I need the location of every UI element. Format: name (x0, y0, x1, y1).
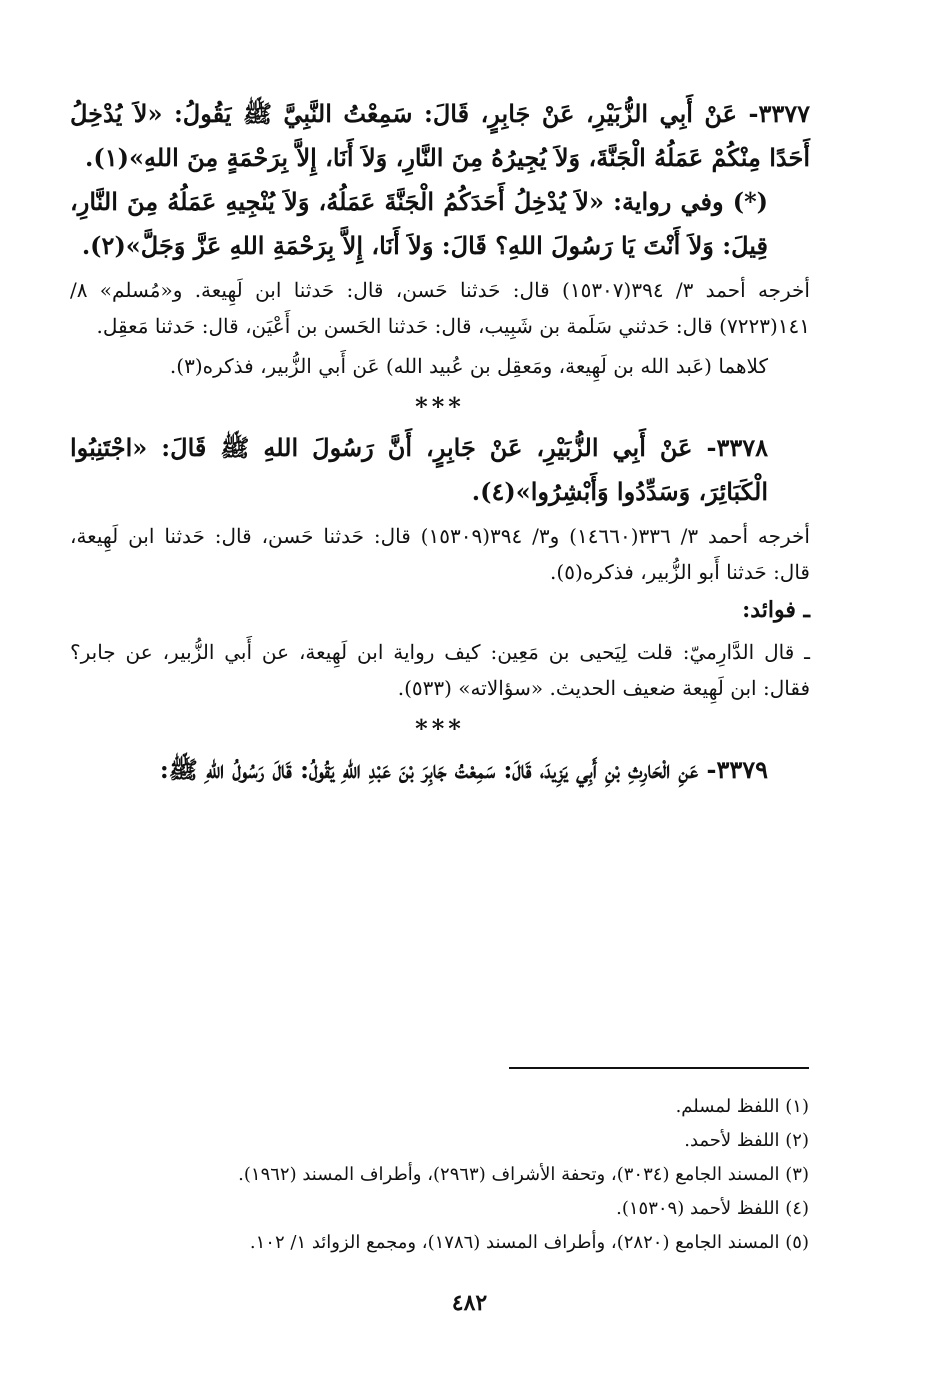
footnote-4: (٤) اللفظ لأحمد (١٥٣٠٩). (616, 1198, 809, 1219)
footnote-2: (٢) اللفظ لأحمد. (684, 1130, 809, 1151)
footnote-3: (٣) المسند الجامع (٣٠٣٤)، وتحفة الأشراف (٢٩٦٣)، وأطراف المسند (١٩٦٢). (238, 1164, 809, 1185)
hadith-3377-riwaya: (*) وفي رواية: «لاَ يُدْخِلُ أَحَدَكُمُ الْجَنَّةَ عَمَلُهُ، وَلاَ يُنْجِيهِ عَمَلُهُ مِنَ النَّارِ، قِيلَ: وَلاَ أَنْتَ يَا رَسُولَ اللهِ؟ قَالَ: وَلاَ أَنَا، إِلاَّ بِرَحْمَةِ اللهِ عَزَّ وَجَلَّ»(٢). (70, 187, 768, 260)
section-separator: *** (415, 714, 465, 743)
takhrij-3377: أخرجه أحمد ٣/ ٣٩٤(١٥٣٠٧) قال: حَدثنا حَسن، قال: حَدثنا ابن لَهِيعة. و«مُسلم» ٨/ ١٤١(٧٢٢٣) قال: حَدثني سَلَمة بن شَبِيب، قال: حَدثنا الحَسن بن أَعْيَن، قال: حَدثنا مَعقِل. (70, 278, 810, 338)
fawaid-text: ـ قال الدَّارِميّ: قلت لِيَحيى بن مَعِين: كيف رواية ابن لَهِيعة، عن أَبي الزُّبير، عن جابر؟ فقال: ابن لَهِيعة ضعيف الحديث. «سؤالاته» (٥٣٣). (70, 640, 810, 700)
footnote-1: (١) اللفظ لمسلم. (675, 1096, 809, 1117)
fawaid-heading: ـ فوائد: (742, 597, 810, 623)
footnote-5: (٥) المسند الجامع (٢٨٢٠)، وأطراف المسند (١٧٨٦)، ومجمع الزوائد ١/ ١٠٢. (249, 1232, 809, 1253)
takhrij-3377-summary: كلاهما (عَبد الله بن لَهِيعة، ومَعقِل بن عُبيد الله) عَن أَبي الزُّبير، فذكره(٣). (169, 354, 768, 378)
page-number: ٤٨٢ (451, 1290, 488, 1316)
footnote-divider (509, 1067, 809, 1069)
hadith-3377: ٣٣٧٧- عَنْ أَبِي الزُّبَيْرِ، عَنْ جَابِرٍ، قَالَ: سَمِعْتُ النَّبِيَّ ﷺ يَقُولُ: «لاَ يُدْخِلُ أَحَدًا مِنْكُمْ عَمَلُهُ الْجَنَّةَ، وَلاَ يُجِيرُهُ مِنَ النَّارِ، وَلاَ أَنَا، إِلاَّ بِرَحْمَةٍ مِنَ اللهِ»(١). (70, 99, 810, 172)
takhrij-3378: أخرجه أحمد ٣/ ٣٣٦(١٤٦٦٠) و٣/ ٣٩٤(١٥٣٠٩) قال: حَدثنا حَسن، قال: حَدثنا ابن لَهِيعة، قال: حَدثنا أَبو الزُّبير، فذكره(٥). (70, 524, 810, 584)
page-body (70, 92, 810, 792)
footnotes (129, 1090, 809, 1260)
hadith-3379: ٣٣٧٩- عَنِ الْحَارِثِ بْنِ أَبِي يَزِيدَ، قَالَ: سَمِعْتُ جَابِرَ بْنَ عَبْدِ اللهِ يَقُولُ: قَالَ رَسُولُ اللهِ ﷺ: (159, 755, 768, 784)
section-separator: *** (415, 392, 465, 421)
hadith-3378: ٣٣٧٨- عَنْ أَبِي الزُّبَيْرِ، عَنْ جَابِرٍ، أَنَّ رَسُولَ اللهِ ﷺ قَالَ: «اجْتَنِبُوا الْكَبَائِرَ، وَسَدِّدُوا وَأَبْشِرُوا»(٤). (70, 433, 769, 506)
